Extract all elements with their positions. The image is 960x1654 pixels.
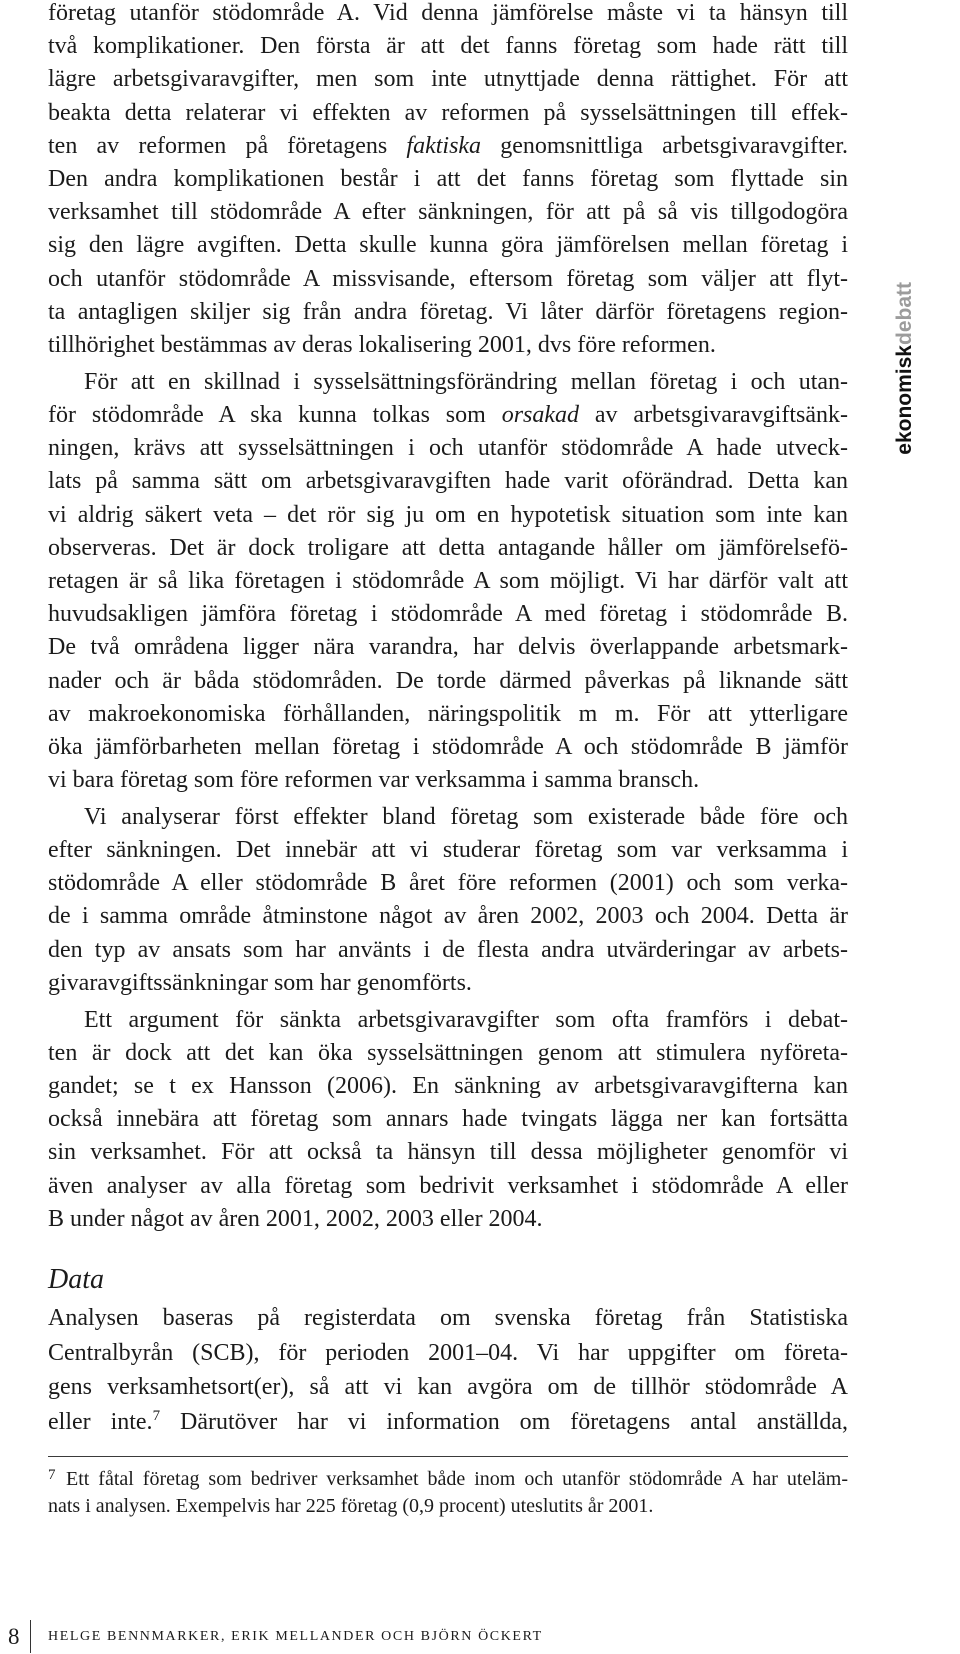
paragraph (48, 801, 848, 1000)
text-line: huvudsakligen jämföra företag i stödområde A med företag i stödområde B. (48, 601, 848, 628)
section-heading: Data (48, 1264, 104, 1295)
text-line: Centralbyrån (SCB), för perioden 2001–04. Vi har uppgifter om företa- (48, 1339, 848, 1366)
text-line: beakta detta relaterar vi effekten av reformen på sysselsättningen till effek- (48, 99, 848, 126)
text-line: De två områdena ligger nära varandra, har delvis överlappande arbetsmark- (48, 634, 848, 661)
article-body (48, 0, 848, 1236)
page-number: 8 (8, 1624, 20, 1649)
text-line (48, 1405, 848, 1440)
text-line: också innebära att företag som annars hade tvingats lägga ner kan fortsätta (48, 1106, 848, 1133)
text-line: företag utanför stödområde A. Vid denna jämförelse måste vi ta hänsyn till (48, 0, 848, 26)
text-line: gens verksamhetsort(er), så att vi kan avgöra om de tillhör stödområde A (48, 1374, 848, 1401)
footnote-text: Ett fåtal företag som bedriver verksamhet både inom och utanför stödområde A har uteläm- (66, 1468, 848, 1490)
text-run: eller inte. (48, 1409, 153, 1436)
text-line: den typ av ansats som har använts i de flesta andra utvärderingar av arbets- (48, 936, 848, 963)
footer-divider (30, 1620, 31, 1653)
text-line: stödområde A eller stödområde B året före reformen (2001) och som verka- (48, 870, 848, 897)
paragraph (48, 0, 848, 362)
text-run: genomsnittliga arbetsgivaravgifter. (481, 132, 848, 159)
emphasized-word: faktiska (406, 132, 482, 159)
paragraph (48, 1301, 848, 1440)
footnote (48, 1466, 848, 1520)
text-line: av makroekonomiska förhållanden, näringspolitik m m. För att ytterligare (48, 700, 848, 727)
text-line (48, 130, 848, 163)
text-line: de i samma område åtminstone något av åren 2002, 2003 och 2004. Detta är (48, 903, 848, 930)
text-line: sig den lägre avgiften. Detta skulle kunna göra jämförelsen mellan företag i (48, 232, 848, 259)
text-line: Analysen baseras på registerdata om svenska företag från Statistiska (48, 1305, 848, 1331)
text-line: observeras. Det är dock troligare att detta antagande håller om jämförelsefö- (48, 534, 848, 561)
footnote-line: nats i analysen. Exempelvis har 225 företag (0,9 procent) uteslutits år 2001. (48, 1495, 654, 1517)
text-line: lats på samma sätt om arbetsgivaravgiften hade varit oförändrad. Detta kan (48, 468, 848, 495)
text-line: tillhörighet bestämmas av deras lokalisering 2001, dvs före reformen. (48, 332, 716, 359)
footnote-rule (48, 1456, 848, 1457)
text-run: ten av reformen på företagens (48, 132, 407, 159)
text-line: efter sänkningen. Det innebär att vi studerar företag som var verksamma i (48, 837, 848, 864)
text-line: ningen, krävs att sysselsättningen i och utanför stödområde A hade utveck- (48, 435, 848, 462)
text-line: lägre arbetsgivaravgifter, men som inte utnyttjade denna rättighet. För att (48, 66, 848, 93)
text-line: Den andra komplikationen består i att det fanns företag som flyttade sin (48, 166, 848, 193)
text-line: givaravgiftssänkningar som har genomförts. (48, 969, 472, 996)
running-footer-authors: HELGE BENNMARKER, ERIK MELLANDER OCH BJÖRN ÖCKERT (48, 1629, 543, 1644)
footnote-line: 7 Ett fåtal företag som bedriver verksamhet både inom och utanför stödområde A har uteläm- (48, 1467, 848, 1490)
journal-name-ekonomisk: ekonomisk (893, 345, 916, 455)
text-run: Därutöver har vi information om företagens antal anställda, (160, 1409, 849, 1436)
text-line: vi bara företag som före reformen var verksamma i samma bransch. (48, 767, 700, 794)
text-run: för stödområde A ska kunna tolkas som (48, 401, 502, 428)
emphasized-word: orsakad (501, 401, 580, 428)
text-line: B under något av åren 2001, 2002, 2003 eller 2004. (48, 1205, 543, 1232)
text-line: sin verksamhet. För att också ta hänsyn till dessa möjligheter genomför vi (48, 1139, 848, 1166)
text-run: av arbetsgivaravgiftsänk- (579, 401, 848, 428)
text-line: två komplikationer. Den första är att det fanns företag som hade rätt till (48, 33, 848, 60)
paragraph (48, 1004, 848, 1236)
text-line: gandet; se t ex Hansson (2006). En sänkning av arbetsgivaravgifterna kan (48, 1073, 848, 1099)
footnote-reference: 7 (152, 1408, 161, 1425)
text-line: vi aldrig säkert veta – det rör sig ju om en hypotetisk situation som inte kan (48, 501, 848, 528)
journal-name-vertical (894, 282, 916, 455)
text-line (48, 399, 848, 432)
text-line: nader och är båda stödområden. De torde därmed påverkas på liknande sätt (48, 667, 848, 694)
text-line: Vi analyserar först effekter bland företag som existerade både före och (84, 803, 848, 830)
text-line: verksamhet till stödområde A efter sänkningen, för att på så vis tillgodogöra (48, 199, 848, 226)
text-line: och utanför stödområde A missvisande, eftersom företag som väljer att flyt- (48, 265, 848, 292)
journal-name-debatt: debatt (893, 282, 916, 345)
text-line: även analyser av alla företag som bedrivit verksamhet i stödområde A eller (48, 1172, 848, 1199)
text-line: retagen är så lika företagen i stödområde A som möjligt. Vi har därför valt att (48, 567, 848, 594)
paragraph (48, 366, 848, 798)
text-line: Ett argument för sänkta arbetsgivaravgifter som ofta framförs i debat- (84, 1006, 848, 1033)
text-line: För att en skillnad i sysselsättningsförändring mellan företag i och utan- (84, 368, 848, 395)
text-line: ten är dock att det kan öka sysselsättningen genom att stimulera nyföreta- (48, 1039, 848, 1066)
text-line: öka jämförbarheten mellan företag i stödområde A och stödområde B jämför (48, 733, 848, 760)
text-line: ta antagligen skiljer sig från andra företag. Vi låter därför företagens region- (48, 298, 848, 325)
